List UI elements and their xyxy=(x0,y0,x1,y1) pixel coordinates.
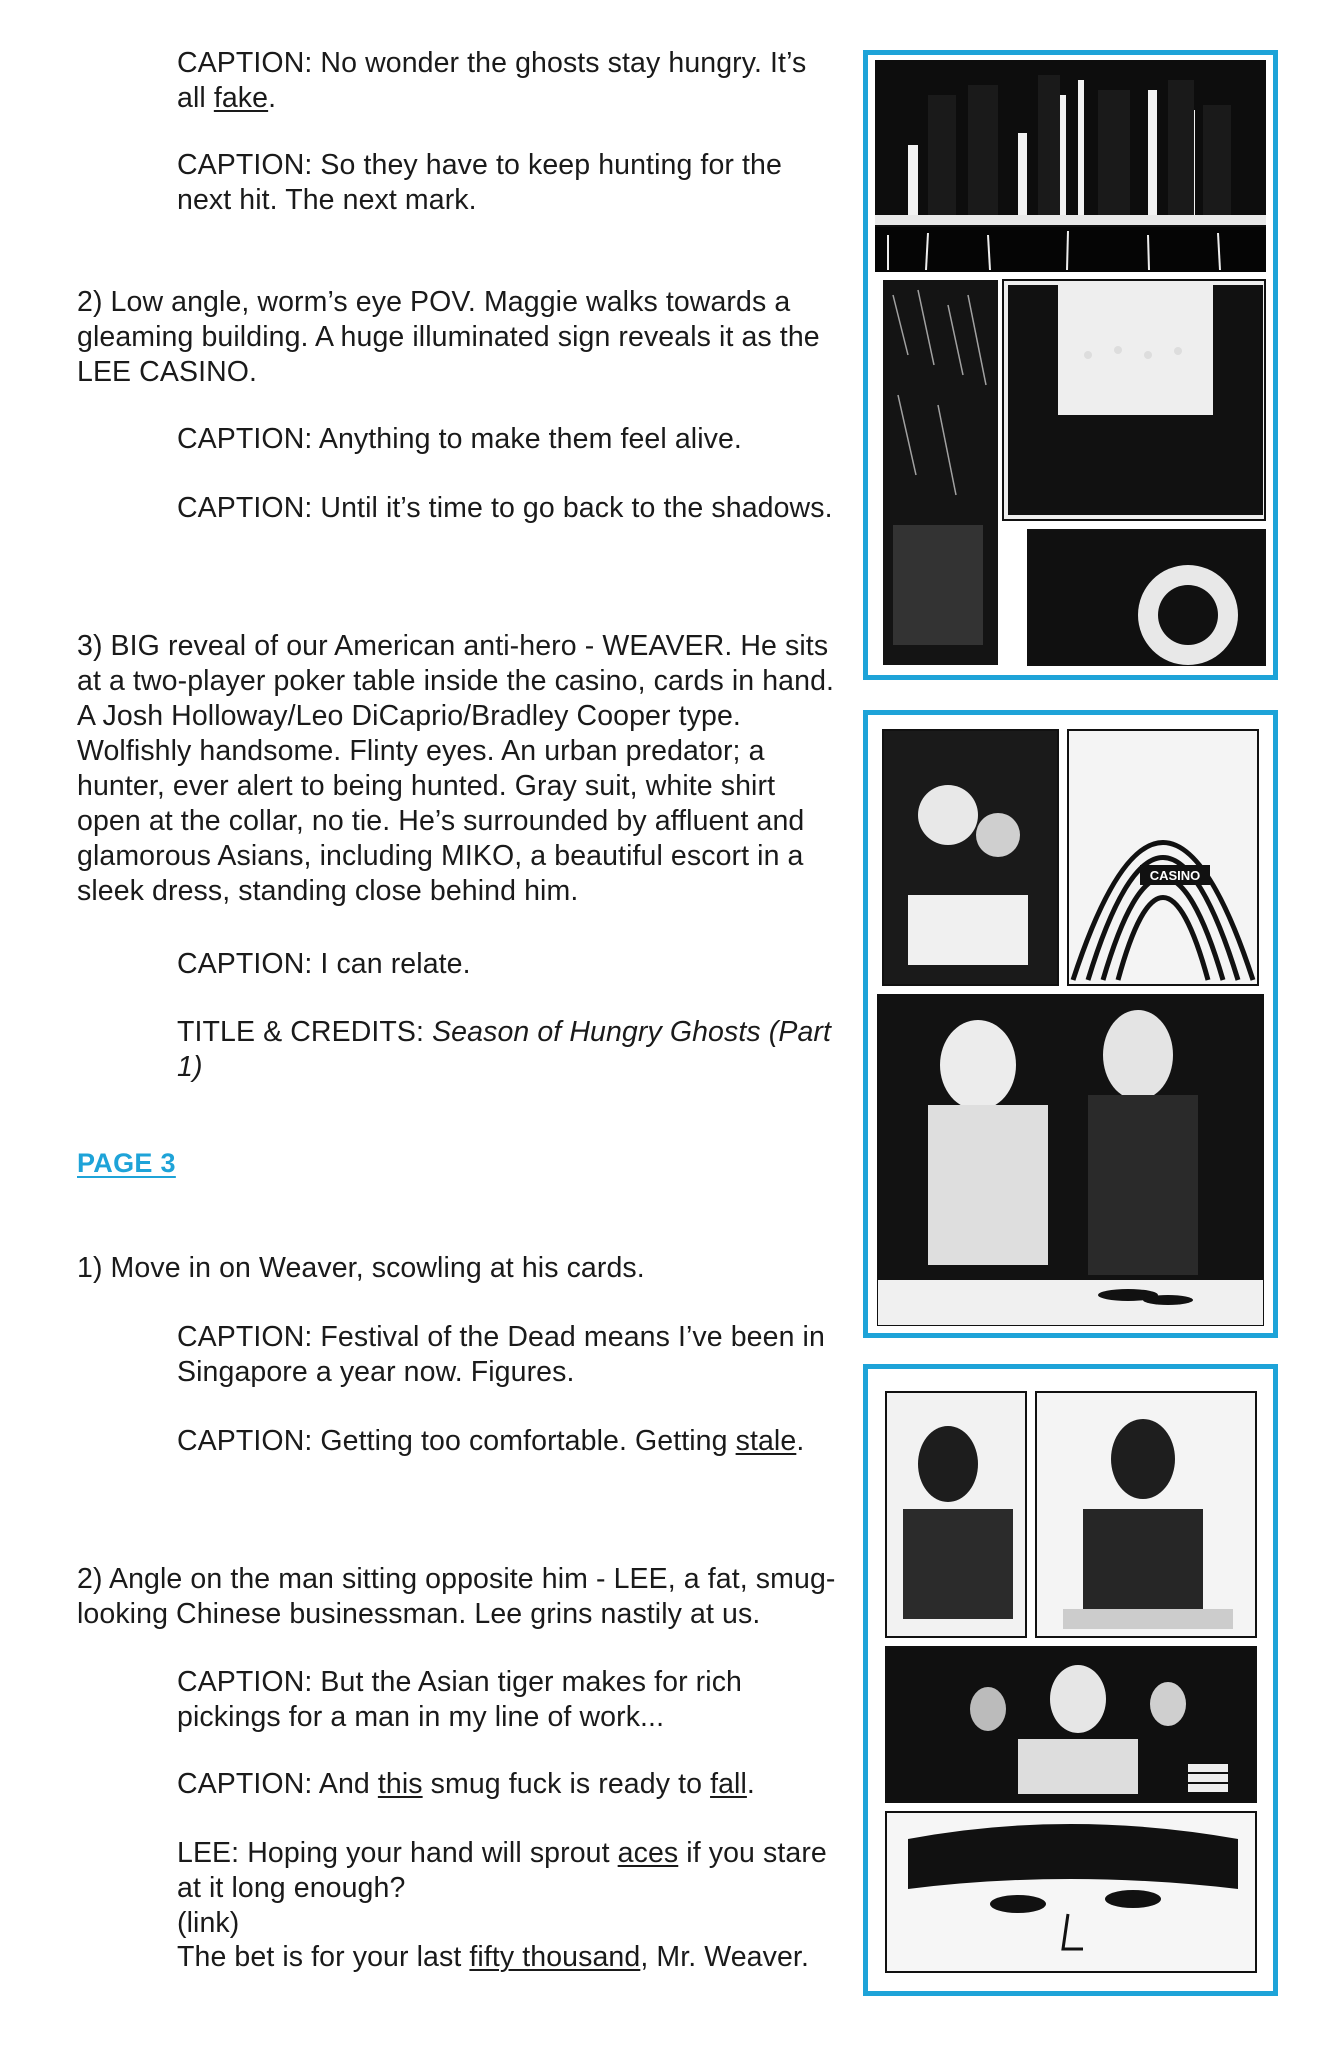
page-3-heading[interactable]: PAGE 3 xyxy=(77,1148,176,1178)
comic-page-thumbnail-1 xyxy=(863,50,1278,680)
caption-asian-tiger: CAPTION: But the Asian tiger makes for rich pickings for a man in my line of work... xyxy=(177,1666,743,1733)
caption-stale: CAPTION: Getting too comfortable. Getting stale. xyxy=(177,1425,805,1457)
thumbnail-2-art xyxy=(868,715,1273,1333)
title-credits: TITLE & CREDITS: Season of Hungry Ghosts (Part 1) xyxy=(177,1016,831,1083)
caption-feel-alive: CAPTION: Anything to make them feel alive. xyxy=(177,423,742,455)
panel-2-description: 2) Low angle, worm’s eye POV. Maggie walks towards a gleaming building. A huge illuminated sign reveals it as the LEE CASINO. xyxy=(77,286,820,388)
dialogue-lee-bet: The bet is for your last fifty thousand, Mr. Weaver. xyxy=(177,1941,809,1973)
caption-fake: CAPTION: No wonder the ghosts stay hungry. It’s all fake. xyxy=(177,47,807,114)
panel-3-description: 3) BIG reveal of our American anti-hero - WEAVER. He sits at a two-player poker table inside the casino, cards in hand. A Josh Holloway/Leo DiCaprio/Bradley Cooper type. Wolfishly handsome. Flinty eyes. An urban predator; a hunter, ever alert to being hunted. Gray suit, white shirt open at the collar, no tie. He’s surrounded by affluent and glamorous Asians, including MIKO, a beautiful escort in a sleek dress, standing close behind him. xyxy=(77,630,835,907)
page3-panel-2-description: 2) Angle on the man sitting opposite him - LEE, a fat, smug-looking Chinese businessman. Lee grins nastily at us. xyxy=(77,1563,836,1630)
caption-next-mark: CAPTION: So they have to keep hunting for the next hit. The next mark. xyxy=(177,149,782,216)
caption-relate: CAPTION: I can relate. xyxy=(177,948,471,980)
dialogue-lee-aces: LEE: Hoping your hand will sprout aces if you stare at it long enough? xyxy=(177,1837,827,1904)
comic-page-thumbnail-3 xyxy=(863,1364,1278,1996)
page3-panel-1-description: 1) Move in on Weaver, scowling at his cards. xyxy=(77,1252,645,1284)
thumbnail-3-art xyxy=(868,1369,1273,1991)
caption-shadows: CAPTION: Until it’s time to go back to the shadows. xyxy=(177,492,833,524)
thumbnail-1-art xyxy=(868,55,1273,675)
casino-sign-text: CASINO xyxy=(1149,868,1201,883)
comic-page-thumbnail-2 xyxy=(863,710,1278,1338)
caption-ready-to-fall: CAPTION: And this smug fuck is ready to fall. xyxy=(177,1768,755,1800)
link-note: (link) xyxy=(177,1907,240,1939)
caption-singapore: CAPTION: Festival of the Dead means I’ve been in Singapore a year now. Figures. xyxy=(177,1321,825,1388)
